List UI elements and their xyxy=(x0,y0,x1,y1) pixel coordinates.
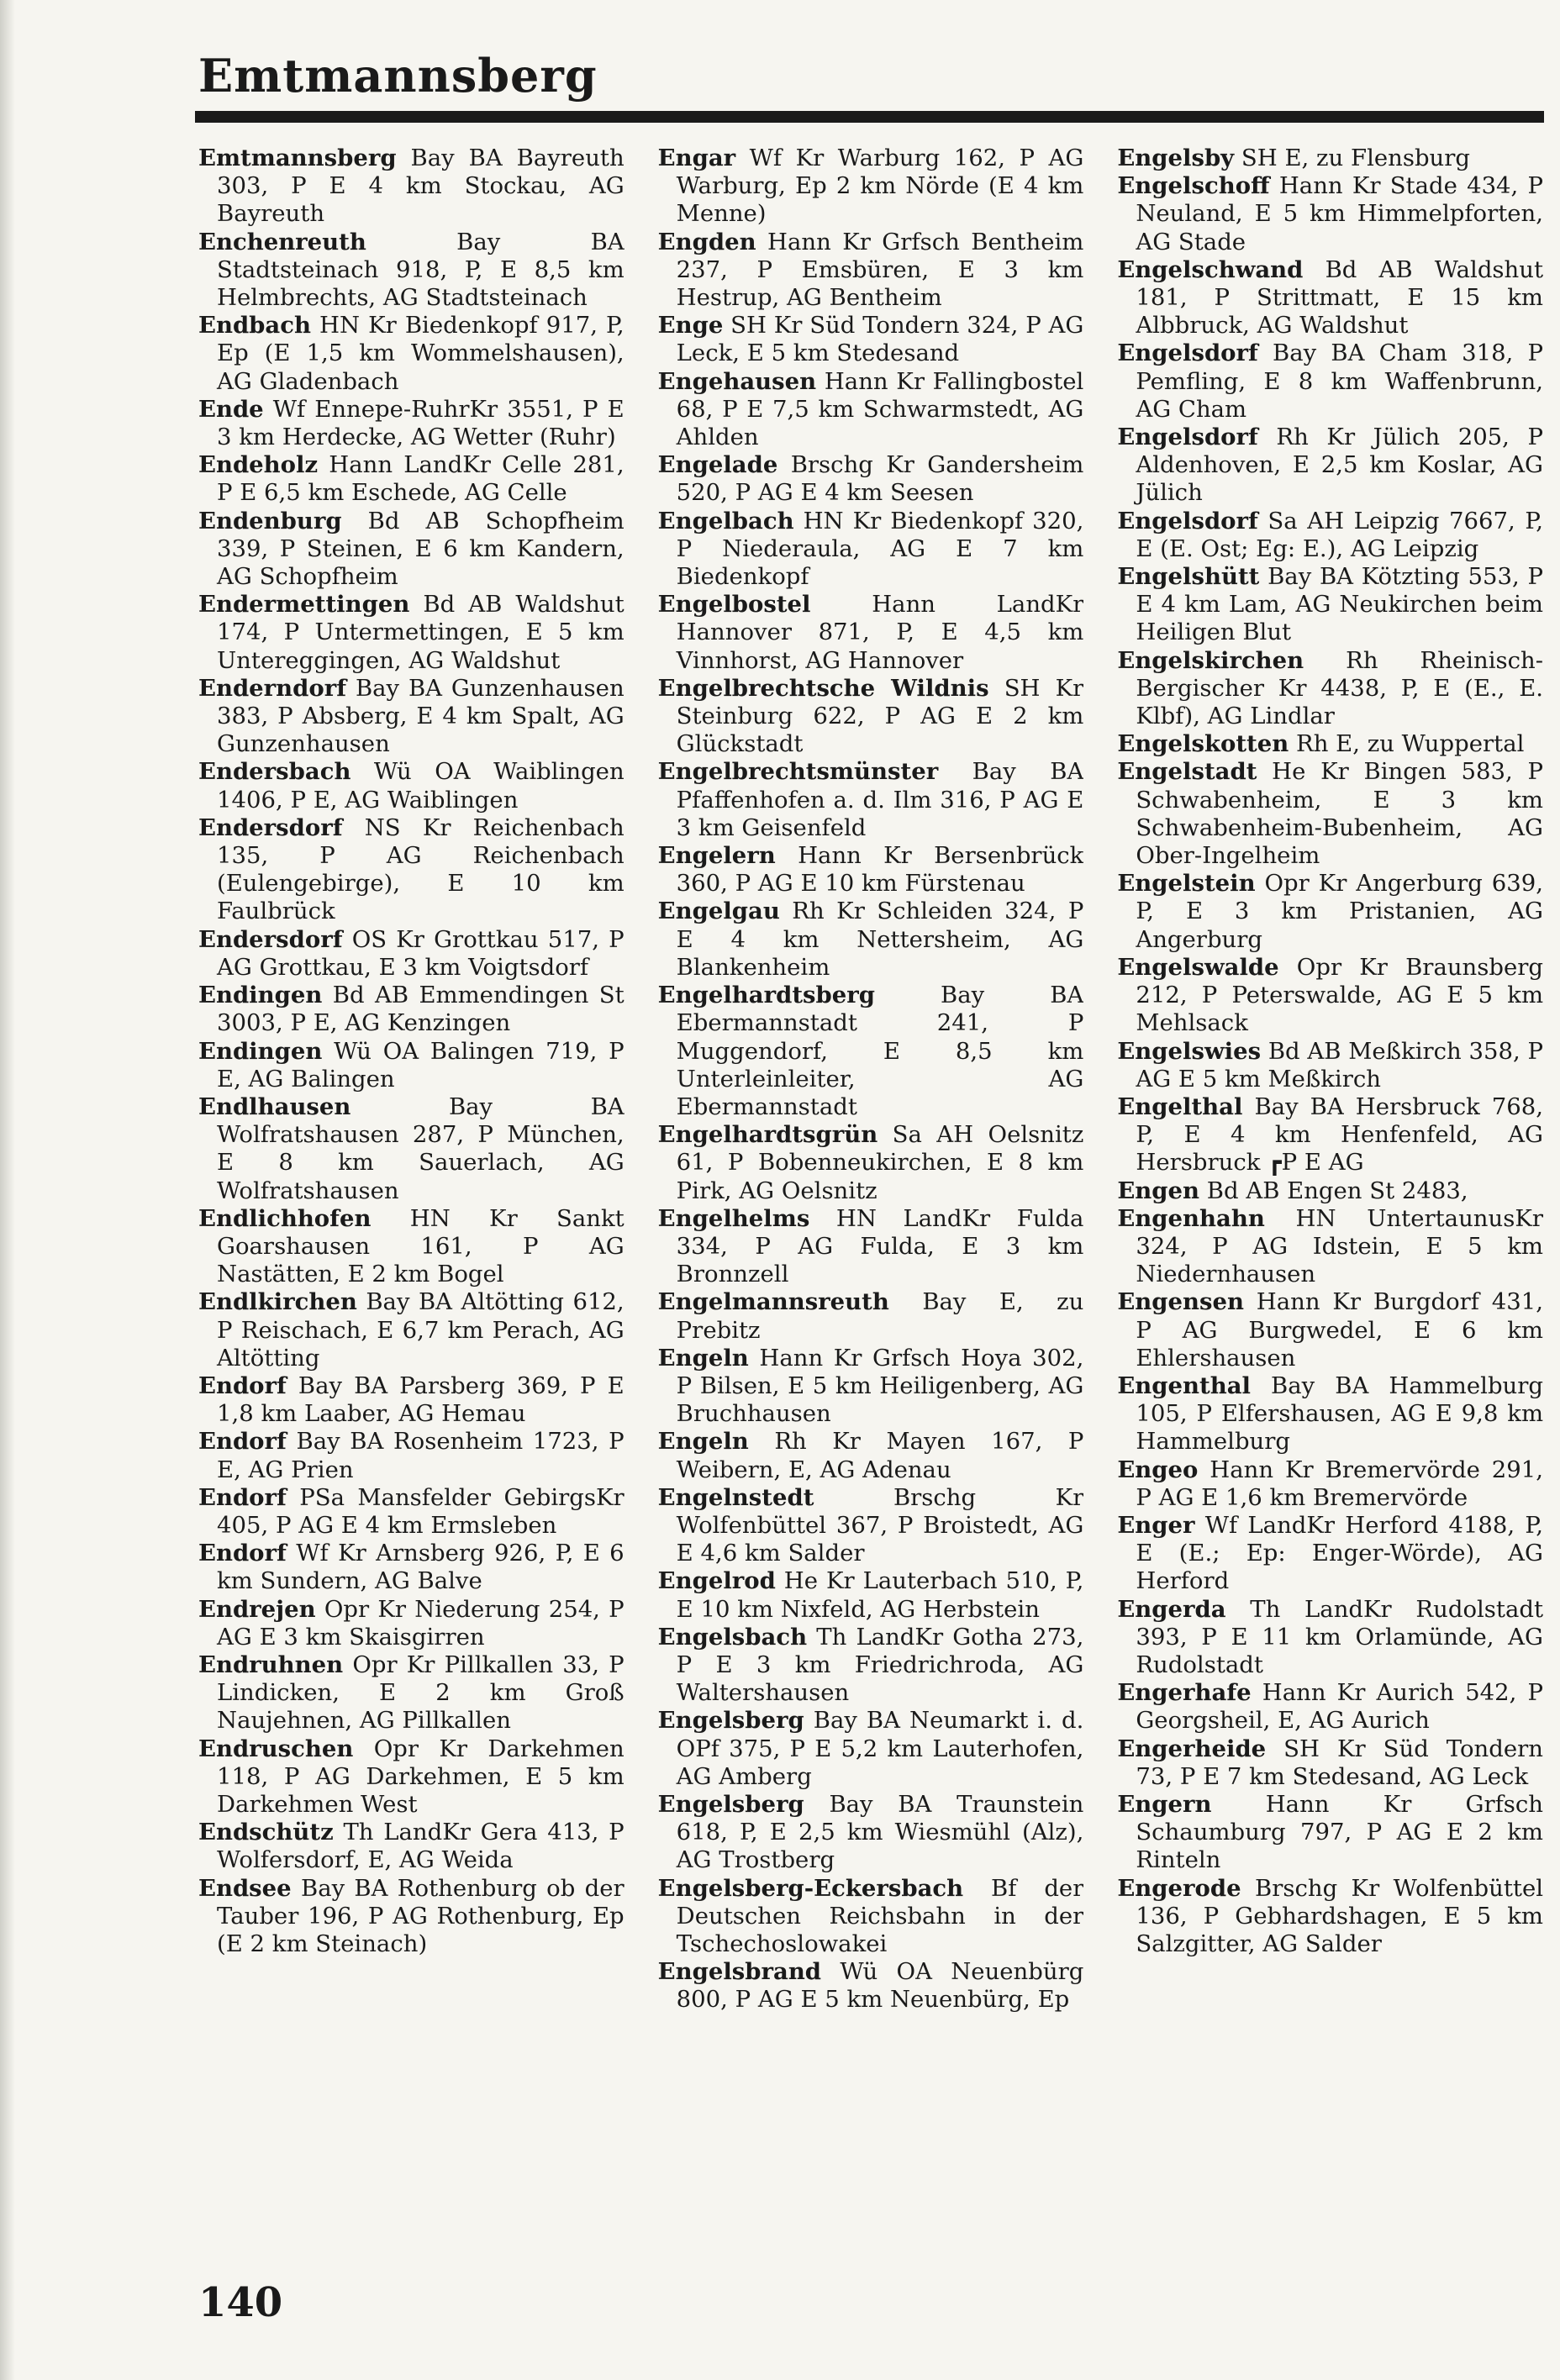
entry-headword: Endermettingen xyxy=(198,591,410,619)
gazetteer-entry xyxy=(198,1288,625,1372)
gazetteer-entry xyxy=(658,1958,1084,2014)
entry-details: Bay BA Wolfratshausen 287, P München, E 8 km Sauerlach, AG Wolfratshausen xyxy=(217,1093,625,1204)
entry-headword: Engelstein xyxy=(1117,870,1256,898)
entry-details: Bay BA Rothenburg ob der Tauber 196, P AG Rothenburg, Ep (E 2 km Steinach) xyxy=(217,1874,625,1957)
gazetteer-entry xyxy=(658,898,1084,982)
entry-details: Hann Kr Fallingbostel 68, P E 7,5 km Schwarmstedt, AG Ahlden xyxy=(676,367,1084,451)
entry-headword: Engen xyxy=(1117,1177,1200,1204)
entry-headword: Engelade xyxy=(657,451,778,479)
entry-headword: Engeo xyxy=(1117,1456,1199,1483)
entry-headword: Engehausen xyxy=(657,367,817,395)
entry-headword: Engelschoff xyxy=(1117,172,1270,200)
entry-details: Rh Kr Schleiden 324, P E 4 km Nettersheim, AG Blankenheim xyxy=(676,898,1084,981)
entry-headword: Engelbrechtsche Wildnis xyxy=(657,674,989,702)
header-rule xyxy=(195,111,1544,123)
gazetteer-entry xyxy=(1117,1875,1543,1959)
entry-headword: Enger xyxy=(1117,1511,1195,1539)
entry-details: SH Kr Süd Tondern 73, P E 7 km Stedesand, AG Leck xyxy=(1136,1735,1543,1790)
entry-headword: Engelnstedt xyxy=(657,1483,814,1511)
entry-headword: Endbach xyxy=(198,312,311,340)
entry-details: Bf der Deutschen Reichsbahn in der Tschechoslowakei xyxy=(676,1874,1084,1957)
gazetteer-entry xyxy=(658,1875,1084,1959)
gazetteer-entry xyxy=(1117,647,1543,731)
entry-details: Hann Kr Stade 434, P Neuland, E 5 km Himmelpforten, AG Stade xyxy=(1136,172,1544,255)
gazetteer-entry xyxy=(658,1624,1084,1708)
gazetteer-entry xyxy=(198,1484,625,1540)
gazetteer-entry xyxy=(198,1875,625,1959)
entry-details: PSa Mansfelder GebirgsKr 405, P AG E 4 km Ermsleben xyxy=(217,1483,625,1539)
entry-headword: Endschütz xyxy=(198,1819,334,1846)
gazetteer-entry xyxy=(198,675,625,759)
entry-details: Bd AB Engen St 2483, xyxy=(1206,1177,1468,1204)
gazetteer-entry xyxy=(658,591,1084,675)
gazetteer-entry xyxy=(1117,340,1543,424)
entry-details: HN LandKr Fulda 334, P AG Fulda, E 3 km Bronnzell xyxy=(676,1204,1084,1288)
entry-details: Bay BA Altötting 612, P Reischach, E 6,7 km Perach, AG Altötting xyxy=(217,1288,625,1372)
entry-headword: Engenthal xyxy=(1117,1372,1251,1399)
gazetteer-entry xyxy=(658,1121,1084,1205)
gazetteer-entry xyxy=(1117,1596,1543,1680)
entry-headword: Endingen xyxy=(198,1037,323,1065)
entry-headword: Engelsberg xyxy=(657,1790,804,1818)
gazetteer-entry xyxy=(198,1735,625,1819)
gazetteer-entry xyxy=(1117,870,1543,954)
entry-details: Opr Kr Pillkallen 33, P Lindicken, E 2 km Groß Naujehnen, AG Pillkallen xyxy=(217,1651,625,1735)
entry-headword: Engelbach xyxy=(657,507,794,534)
gazetteer-entry xyxy=(658,1288,1084,1344)
gazetteer-entry xyxy=(658,451,1084,507)
entry-headword: Endorf xyxy=(198,1428,287,1456)
entry-details: Opr Kr Braunsberg 212, P Peterswalde, AG E 5 km Mehlsack xyxy=(1136,953,1544,1037)
gazetteer-entry xyxy=(1117,758,1543,870)
entry-headword: Engelswies xyxy=(1117,1037,1262,1065)
gazetteer-entry xyxy=(198,1819,625,1874)
gazetteer-entry xyxy=(1117,1372,1543,1456)
entry-headword: Engerhafe xyxy=(1117,1679,1252,1707)
entry-headword: Engelbrechtsmünster xyxy=(657,758,939,786)
entry-details: Wü OA Waiblingen 1406, P E, AG Waiblingen xyxy=(217,758,625,814)
gazetteer-entry xyxy=(198,591,625,675)
gazetteer-entry xyxy=(1117,1288,1543,1372)
entry-details: Hann Kr Burgdorf 431, P AG Burgwedel, E 6 km Ehlershausen xyxy=(1136,1288,1544,1372)
entry-details: Sa AH Leipzig 7667, P, E (E. Ost; Eg: E.), AG Leipzig xyxy=(1136,507,1544,562)
entry-details: HN Kr Biedenkopf 320, P Niederaula, AG E 7 km Biedenkopf xyxy=(676,507,1084,591)
entry-headword: Endlichhofen xyxy=(198,1204,372,1232)
column-2 xyxy=(658,145,1084,2262)
entry-details: Opr Kr Angerburg 639, P, E 3 km Pristanien, AG Angerburg xyxy=(1136,870,1544,953)
gazetteer-entry xyxy=(1117,1679,1543,1735)
entry-details: Bd AB Emmendingen St 3003, P E, AG Kenzingen xyxy=(217,982,625,1037)
entry-details: Brschg Kr Wolfenbüttel 367, P Broistedt, AG E 4,6 km Salder xyxy=(676,1483,1084,1567)
entry-details: Rh Rheinisch-Bergischer Kr 4438, P, E (E., E. Klbf), AG Lindlar xyxy=(1136,646,1544,730)
gazetteer-entry xyxy=(658,229,1084,313)
entry-headword: Engeln xyxy=(657,1344,749,1372)
entry-columns xyxy=(198,145,1543,2262)
entry-headword: Endorf xyxy=(198,1540,287,1567)
entry-details: HN Kr Sankt Goarshausen 161, P AG Nastätten, E 2 km Bogel xyxy=(217,1204,625,1288)
gazetteer-entry xyxy=(198,1372,625,1428)
entry-details: Brschg Kr Wolfenbüttel 136, P Gebhardshagen, E 5 km Salzgitter, AG Salder xyxy=(1136,1874,1544,1957)
entry-headword: Endruschen xyxy=(198,1735,354,1762)
gazetteer-entry xyxy=(1117,954,1543,1038)
entry-headword: Engelstadt xyxy=(1117,758,1257,786)
entry-details: Hann Kr Grfsch Bentheim 237, P Emsbüren, E 3 km Hestrup, AG Bentheim xyxy=(676,228,1084,312)
entry-details: Bay BA Kötzting 553, P E 4 km Lam, AG Neukirchen beim Heiligen Blut xyxy=(1136,563,1544,646)
entry-details: Wf Ennepe-RuhrKr 3551, P E 3 km Herdecke, AG Wetter (Ruhr) xyxy=(217,395,625,451)
entry-headword: Engeln xyxy=(657,1428,749,1456)
gazetteer-entry xyxy=(1117,1093,1543,1177)
gazetteer-entry xyxy=(658,675,1084,759)
entry-headword: Endruhnen xyxy=(198,1651,344,1678)
gazetteer-entry xyxy=(658,1707,1084,1791)
entry-headword: Engelmannsreuth xyxy=(657,1288,889,1316)
entry-details: Bay BA Stadtsteinach 918, P, E 8,5 km Helmbrechts, AG Stadtsteinach xyxy=(217,228,625,312)
gazetteer-entry xyxy=(198,451,625,507)
entry-headword: Engelbostel xyxy=(657,591,811,619)
entry-headword: Engelsbrand xyxy=(657,1958,822,1986)
entry-headword: Endersbach xyxy=(198,758,351,786)
entry-headword: Engelhelms xyxy=(657,1204,810,1232)
entry-details: Rh E, zu Wuppertal xyxy=(1296,730,1525,758)
entry-headword: Engelsberg-Eckersbach xyxy=(657,1874,964,1902)
gazetteer-entry xyxy=(658,1567,1084,1623)
gazetteer-entry xyxy=(198,396,625,451)
entry-headword: Engelskirchen xyxy=(1117,646,1304,674)
page-number: 140 xyxy=(198,2279,283,2326)
entry-details: Bay BA Gunzenhausen 383, P Absberg, E 4 km Spalt, AG Gunzenhausen xyxy=(217,674,625,758)
entry-headword: Engelhardtsgrün xyxy=(657,1121,878,1149)
entry-details: Hann Kr Bremervörde 291, P AG E 1,6 km Bremervörde xyxy=(1136,1456,1544,1511)
entry-headword: Engelsbach xyxy=(657,1623,808,1651)
entry-details: Hann LandKr Hannover 871, P, E 4,5 km Vinnhorst, AG Hannover xyxy=(676,591,1084,674)
entry-details: HN UntertaunusKr 324, P AG Idstein, E 5 km Niedernhausen xyxy=(1136,1204,1544,1288)
gazetteer-entry xyxy=(658,1205,1084,1289)
gazetteer-entry xyxy=(658,1428,1084,1483)
entry-details: Wü OA Balingen 719, P E, AG Balingen xyxy=(217,1037,625,1093)
entry-details: Wf Kr Arnsberg 926, P, E 6 km Sundern, AG Balve xyxy=(217,1540,625,1595)
gazetteer-entry xyxy=(1117,424,1543,508)
entry-details: Wf LandKr Herford 4188, P, E (E.; Ep: Enger-Wörde), AG Herford xyxy=(1136,1511,1544,1595)
column-3 xyxy=(1117,145,1543,2262)
gazetteer-entry xyxy=(1117,1791,1543,1875)
entry-details: Bd AB Waldshut 174, P Untermettingen, E 5 km Untereggingen, AG Waldshut xyxy=(217,591,625,674)
entry-headword: Engelsdorf xyxy=(1117,507,1258,534)
entry-headword: Engelsdorf xyxy=(1117,340,1258,367)
entry-details: SH Kr Süd Tondern 324, P AG Leck, E 5 km Stedesand xyxy=(676,312,1084,367)
gazetteer-entry xyxy=(198,145,625,229)
entry-headword: Engerode xyxy=(1117,1874,1241,1902)
gazetteer-entry xyxy=(658,1345,1084,1429)
entry-headword: Engelgau xyxy=(657,898,780,925)
entry-details: Bay BA Bayreuth 303, P E 4 km Stockau, AG Bayreuth xyxy=(217,145,625,228)
entry-details: Hann LandKr Celle 281, P E 6,5 km Eschede, AG Celle xyxy=(217,451,625,507)
entry-headword: Engensen xyxy=(1117,1288,1244,1316)
entry-details: SH Kr Steinburg 622, P AG E 2 km Glückstadt xyxy=(676,674,1084,758)
entry-details: Wf Kr Warburg 162, P AG Warburg, Ep 2 km Nörde (E 4 km Menne) xyxy=(676,145,1084,228)
entry-details: Opr Kr Darkehmen 118, P AG Darkehmen, E 5 km Darkehmen West xyxy=(217,1735,625,1818)
entry-details: Th LandKr Gera 413, P Wolfersdorf, E, AG Weida xyxy=(217,1819,625,1874)
entry-headword: Engelskotten xyxy=(1117,730,1289,758)
entry-details: He Kr Bingen 583, P Schwabenheim, E 3 km Schwabenheim-Bubenheim, AG Ober-Ingelheim xyxy=(1136,758,1544,870)
gazetteer-entry xyxy=(198,1038,625,1093)
gazetteer-entry xyxy=(198,982,625,1037)
gazetteer-entry xyxy=(198,1428,625,1483)
entry-headword: Engden xyxy=(657,228,756,255)
entry-headword: Enderndorf xyxy=(198,674,347,702)
entry-headword: Ende xyxy=(198,395,264,423)
entry-headword: Engelhardtsberg xyxy=(657,982,875,1009)
entry-details: OS Kr Grottkau 517, P AG Grottkau, E 3 km Voigtsdorf xyxy=(217,925,625,981)
entry-details: Hann Kr Aurich 542, P Georgsheil, E, AG Aurich xyxy=(1136,1679,1544,1735)
entry-headword: Enchenreuth xyxy=(198,228,366,255)
entry-headword: Engelrod xyxy=(657,1567,776,1595)
entry-details: Rh Kr Mayen 167, P Weibern, E, AG Adenau xyxy=(676,1428,1084,1483)
entry-headword: Endorf xyxy=(198,1372,287,1399)
entry-details: Sa AH Oelsnitz 61, P Bobenneukirchen, E 8 km Pirk, AG Oelsnitz xyxy=(676,1121,1084,1204)
scan-edge xyxy=(0,0,15,2380)
gazetteer-entry xyxy=(1117,145,1543,172)
entry-details: Bay BA Rosenheim 1723, P E, AG Prien xyxy=(217,1428,625,1483)
entry-headword: Endingen xyxy=(198,982,323,1009)
entry-details: Bd AB Schopfheim 339, P Steinen, E 6 km Kandern, AG Schopfheim xyxy=(217,507,625,591)
entry-details: Wü OA Neuenbürg 800, P AG E 5 km Neuenbürg, Ep xyxy=(676,1958,1084,2014)
running-head: Emtmannsberg xyxy=(198,49,598,103)
entry-details: Rh Kr Jülich 205, P Aldenhoven, E 2,5 km Koslar, AG Jülich xyxy=(1136,424,1544,507)
gazetteer-entry xyxy=(658,982,1084,1121)
entry-headword: Engelshütt xyxy=(1117,563,1260,591)
gazetteer-entry xyxy=(1117,1512,1543,1596)
entry-details: Opr Kr Niederung 254, P AG E 3 km Skaisgirren xyxy=(217,1595,625,1651)
gazetteer-entry xyxy=(658,312,1084,367)
gazetteer-entry xyxy=(1117,1038,1543,1093)
entry-headword: Enge xyxy=(657,312,724,340)
entry-headword: Endsee xyxy=(198,1874,292,1902)
gazetteer-entry xyxy=(198,814,625,926)
entry-headword: Endeholz xyxy=(198,451,319,479)
gazetteer-entry xyxy=(658,842,1084,898)
entry-details: Hann Kr Grfsch Hoya 302, P Bilsen, E 5 km Heiligenberg, AG Bruchhausen xyxy=(676,1344,1084,1428)
entry-headword: Engerda xyxy=(1117,1595,1226,1623)
entry-details: SH E, zu Flensburg xyxy=(1241,145,1471,171)
entry-details: Bay BA Cham 318, P Pemfling, E 8 km Waffenbrunn, AG Cham xyxy=(1136,340,1544,423)
entry-details: Bay BA Hammelburg 105, P Elfershausen, AG E 9,8 km Hammelburg xyxy=(1136,1372,1544,1456)
gazetteer-entry xyxy=(198,758,625,814)
entry-details: Th LandKr Rudolstadt 393, P E 11 km Orlamünde, AG Rudolstadt xyxy=(1136,1595,1544,1678)
gazetteer-entry xyxy=(198,229,625,313)
entry-details: Bay E, zu Prebitz xyxy=(676,1288,1084,1344)
entry-headword: Engenhahn xyxy=(1117,1204,1265,1232)
entry-details: Bd AB Waldshut 181, P Strittmatt, E 15 km Albbruck, AG Waldshut xyxy=(1136,255,1544,340)
entry-headword: Engelsdorf xyxy=(1117,424,1258,451)
gazetteer-entry xyxy=(658,145,1084,229)
gazetteer-entry xyxy=(198,1205,625,1289)
gazetteer-entry xyxy=(1117,1205,1543,1289)
gazetteer-entry xyxy=(1117,1177,1543,1205)
gazetteer-entry xyxy=(1117,730,1543,758)
entry-headword: Emtmannsberg xyxy=(198,145,397,171)
gazetteer-entry xyxy=(1117,256,1543,340)
entry-details: Bay BA Parsberg 369, P E 1,8 km Laaber, AG Hemau xyxy=(217,1372,625,1428)
entry-details: He Kr Lauterbach 510, P, E 10 km Nixfeld, AG Herbstein xyxy=(676,1567,1084,1623)
gazetteer-entry xyxy=(658,1791,1084,1875)
entry-details: Hann Kr Grfsch Schaumburg 797, P AG E 2 km Rinteln xyxy=(1136,1790,1544,1874)
entry-headword: Endorf xyxy=(198,1483,287,1511)
entry-headword: Engar xyxy=(657,145,736,171)
entry-details: HN Kr Biedenkopf 917, P, Ep (E 1,5 km Wommelshausen), AG Gladenbach xyxy=(217,312,625,395)
entry-headword: Endersdorf xyxy=(198,814,343,841)
gazetteer-entry xyxy=(1117,1456,1543,1512)
entry-details: Bay BA Hersbruck 768, P, E 4 km Henfenfeld, AG Hersbruck ┏P E AG xyxy=(1136,1093,1544,1177)
entry-details: Bay BA Ebermannstadt 241, P Muggendorf, E 8,5 km Unterleinleiter, AG Ebermannstadt xyxy=(676,982,1084,1120)
gazetteer-entry xyxy=(1117,1735,1543,1791)
entry-headword: Engelswalde xyxy=(1117,953,1279,981)
entry-headword: Endlkirchen xyxy=(198,1288,357,1316)
entry-headword: Engelern xyxy=(657,842,776,870)
gazetteer-entry xyxy=(1117,508,1543,563)
entry-headword: Engelthal xyxy=(1117,1093,1243,1120)
gazetteer-entry xyxy=(658,758,1084,842)
gazetteer-entry xyxy=(658,368,1084,452)
entry-details: Brschg Kr Gandersheim 520, P AG E 4 km Seesen xyxy=(676,451,1084,507)
entry-headword: Engelsby xyxy=(1117,145,1235,171)
entry-details: Bay BA Neumarkt i. d. OPf 375, P E 5,2 km Lauterhofen, AG Amberg xyxy=(676,1707,1084,1790)
gazetteer-entry xyxy=(1117,563,1543,647)
entry-headword: Endrejen xyxy=(198,1595,316,1623)
gazetteer-entry xyxy=(198,1093,625,1205)
entry-headword: Engelsberg xyxy=(657,1707,804,1735)
column-1 xyxy=(198,145,625,2262)
gazetteer-entry xyxy=(198,1651,625,1735)
entry-headword: Engerheide xyxy=(1117,1735,1267,1762)
entry-details: Bay BA Pfaffenhofen a. d. Ilm 316, P AG E 3 km Geisenfeld xyxy=(676,758,1084,841)
entry-details: Th LandKr Gotha 273, P E 3 km Friedrichroda, AG Waltershausen xyxy=(676,1623,1084,1707)
gazetteer-entry xyxy=(198,508,625,592)
entry-headword: Engern xyxy=(1117,1790,1212,1818)
gazetteer-entry xyxy=(658,1484,1084,1568)
gazetteer-entry xyxy=(1117,172,1543,256)
entry-headword: Endenburg xyxy=(198,507,342,534)
entry-details: Bd AB Meßkirch 358, P AG E 5 km Meßkirch xyxy=(1136,1037,1544,1093)
gazetteer-entry xyxy=(658,508,1084,592)
entry-details: Hann Kr Bersenbrück 360, P AG E 10 km Fürstenau xyxy=(676,842,1084,898)
gazetteer-entry xyxy=(198,1596,625,1651)
gazetteer-entry xyxy=(198,312,625,396)
entry-headword: Engelschwand xyxy=(1117,255,1304,283)
gazetteer-entry xyxy=(198,1540,625,1595)
entry-headword: Endlhausen xyxy=(198,1093,351,1120)
entry-details: Bay BA Traunstein 618, P, E 2,5 km Wiesmühl (Alz), AG Trostberg xyxy=(676,1790,1084,1874)
gazetteer-entry xyxy=(198,926,625,982)
entry-headword: Endersdorf xyxy=(198,925,343,953)
entry-details: NS Kr Reichenbach 135, P AG Reichenbach (Eulengebirge), E 10 km Faulbrück xyxy=(217,814,625,925)
